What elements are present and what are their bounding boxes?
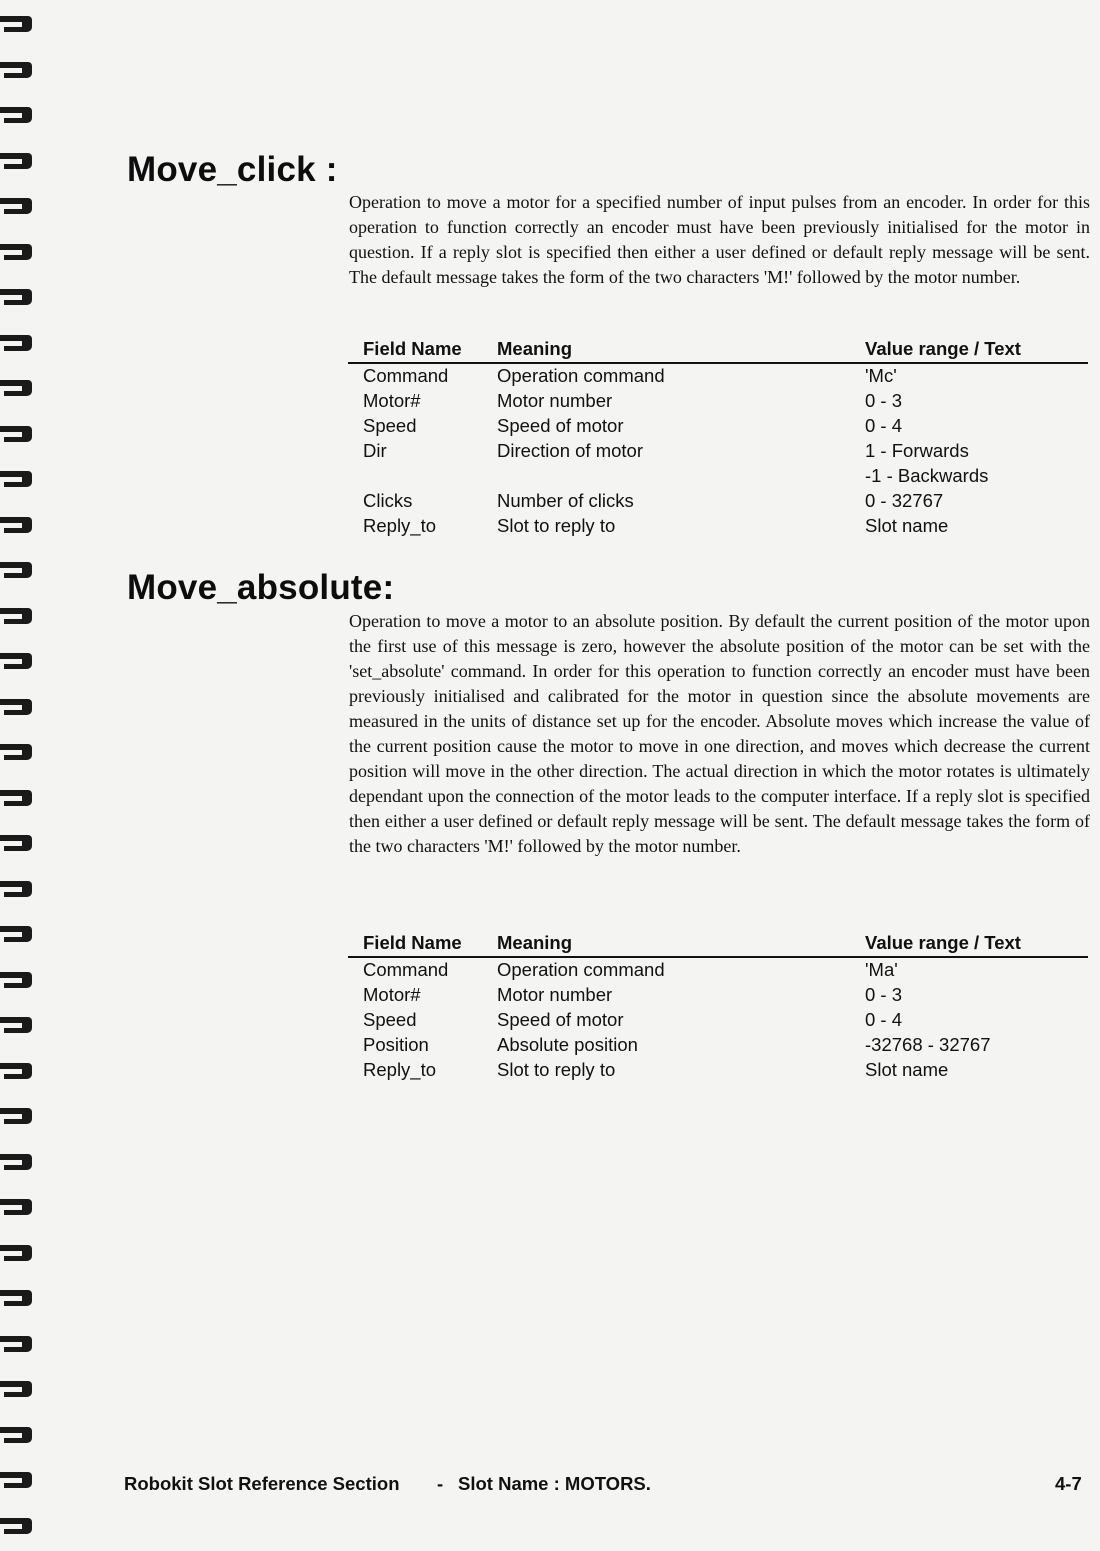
binding-ring [0,1377,36,1399]
binding-ring [0,376,36,398]
field-name-cell: Motor# [363,984,421,1005]
field-name-cell: Command [363,959,449,980]
field-name-cell: Clicks [363,490,413,511]
value-cell: 0 - 32767 [865,490,944,511]
header-field-name: Field Name [363,932,462,953]
footer-separator: - [437,1473,444,1494]
footer-page-number: 4-7 [1055,1473,1082,1494]
header-value-range: Value range / Text [865,338,1021,359]
binding-ring [0,922,36,944]
table-row [348,958,1088,983]
binding-ring [0,877,36,899]
value-cell: Slot name [865,515,949,536]
binding-ring [0,103,36,125]
move-absolute-field-table [348,932,1088,1083]
header-value-range: Value range / Text [865,932,1021,953]
header-meaning: Meaning [497,338,573,359]
field-name-cell: Reply_to [363,515,437,536]
value-cell: 1 - Forwards [865,440,969,461]
table-row [348,1058,1088,1083]
meaning-cell: Motor number [497,390,613,411]
section-title-move-click: Move_click : [127,150,338,189]
binding-ring [0,58,36,80]
binding-ring [0,1013,36,1035]
meaning-cell: Absolute position [497,1034,638,1055]
binding-ring [0,422,36,444]
binding-ring [0,1241,36,1263]
binding-ring [0,786,36,808]
spiral-binding [0,0,40,1551]
binding-ring [0,149,36,171]
value-cell: 0 - 4 [865,415,903,436]
table-row [348,464,1088,489]
binding-ring [0,1514,36,1536]
binding-ring [0,285,36,307]
field-name-cell: Speed [363,1009,417,1030]
table-row [348,983,1088,1008]
meaning-cell: Motor number [497,984,613,1005]
field-name-cell: Command [363,365,449,386]
table-row [348,514,1088,539]
header-field-name: Field Name [363,338,462,359]
binding-ring [0,558,36,580]
binding-ring [0,1332,36,1354]
binding-ring [0,695,36,717]
table-header [348,338,1088,364]
value-cell: 0 - 3 [865,984,903,1005]
table-row [348,489,1088,514]
binding-ring [0,12,36,34]
table-row [348,1008,1088,1033]
value-cell: Slot name [865,1059,949,1080]
binding-ring [0,831,36,853]
meaning-cell: Operation command [497,959,665,980]
table-header [348,932,1088,958]
value-cell: 'Ma' [865,959,898,980]
binding-ring [0,1423,36,1445]
table-row [348,414,1088,439]
field-name-cell: Reply_to [363,1059,437,1080]
value-cell: 0 - 3 [865,390,903,411]
field-name-cell: Position [363,1034,429,1055]
value-cell: 'Mc' [865,365,897,386]
binding-ring [0,1104,36,1126]
table-row [348,1033,1088,1058]
move-click-description: Operation to move a motor for a specified number of input pulses from an encoder. In order for this operation to function correctly an encoder must have been previously initialised for the motor in question. If a reply slot is specified then either a user defined or default reply message will be sent. The default message takes the form of the two characters 'M!' followed by the motor number. [349,192,1090,287]
binding-ring [0,1195,36,1217]
table-row [348,389,1088,414]
footer-section-name: Robokit Slot Reference Section [124,1473,400,1494]
binding-ring [0,1286,36,1308]
binding-ring [0,968,36,990]
meaning-cell: Slot to reply to [497,515,616,536]
header-meaning: Meaning [497,932,573,953]
footer-slot-name: Slot Name : MOTORS. [458,1473,651,1494]
meaning-cell: Slot to reply to [497,1059,616,1080]
meaning-cell: Speed of motor [497,1009,624,1030]
move-click-field-table [348,338,1088,539]
meaning-cell: Operation command [497,365,665,386]
section-title-move-absolute: Move_absolute: [127,568,395,607]
value-cell: 0 - 4 [865,1009,903,1030]
table-row [348,364,1088,389]
binding-ring [0,604,36,626]
field-name-cell: Speed [363,415,417,436]
binding-ring [0,1059,36,1081]
table-row [348,439,1088,464]
binding-ring [0,1468,36,1490]
meaning-cell: Speed of motor [497,415,624,436]
field-name-cell: Dir [363,440,387,461]
binding-ring [0,649,36,671]
binding-ring [0,513,36,535]
binding-ring [0,240,36,262]
binding-ring [0,1150,36,1172]
binding-ring [0,194,36,216]
meaning-cell: Number of clicks [497,490,634,511]
binding-ring [0,740,36,762]
field-name-cell: Motor# [363,390,421,411]
value-cell: -32768 - 32767 [865,1034,991,1055]
value-cell: -1 - Backwards [865,465,989,486]
binding-ring [0,331,36,353]
binding-ring [0,467,36,489]
move-absolute-description: Operation to move a motor to an absolute position. By default the current position of the motor upon the first use of this message is zero, however the absolute position of the motor can be set with the 'set_absolute' command. In order for this operation to function correctly an encoder must have been previously initialised and calibrated for the motor in question since the absolute movements are measured in the units of distance set up for the encoder. Absolute moves which increase the value of the current position cause the motor to move in one direction, and moves which decrease the current position will move in the other direction. The actual direction in which the motor rotates is ultimately dependant upon the connection of the motor leads to the computer interface. If a reply slot is specified then either a user defined or default reply message will be sent. The default message takes the form of the two characters 'M!' followed by the motor number. [349,611,1090,856]
meaning-cell: Direction of motor [497,440,643,461]
